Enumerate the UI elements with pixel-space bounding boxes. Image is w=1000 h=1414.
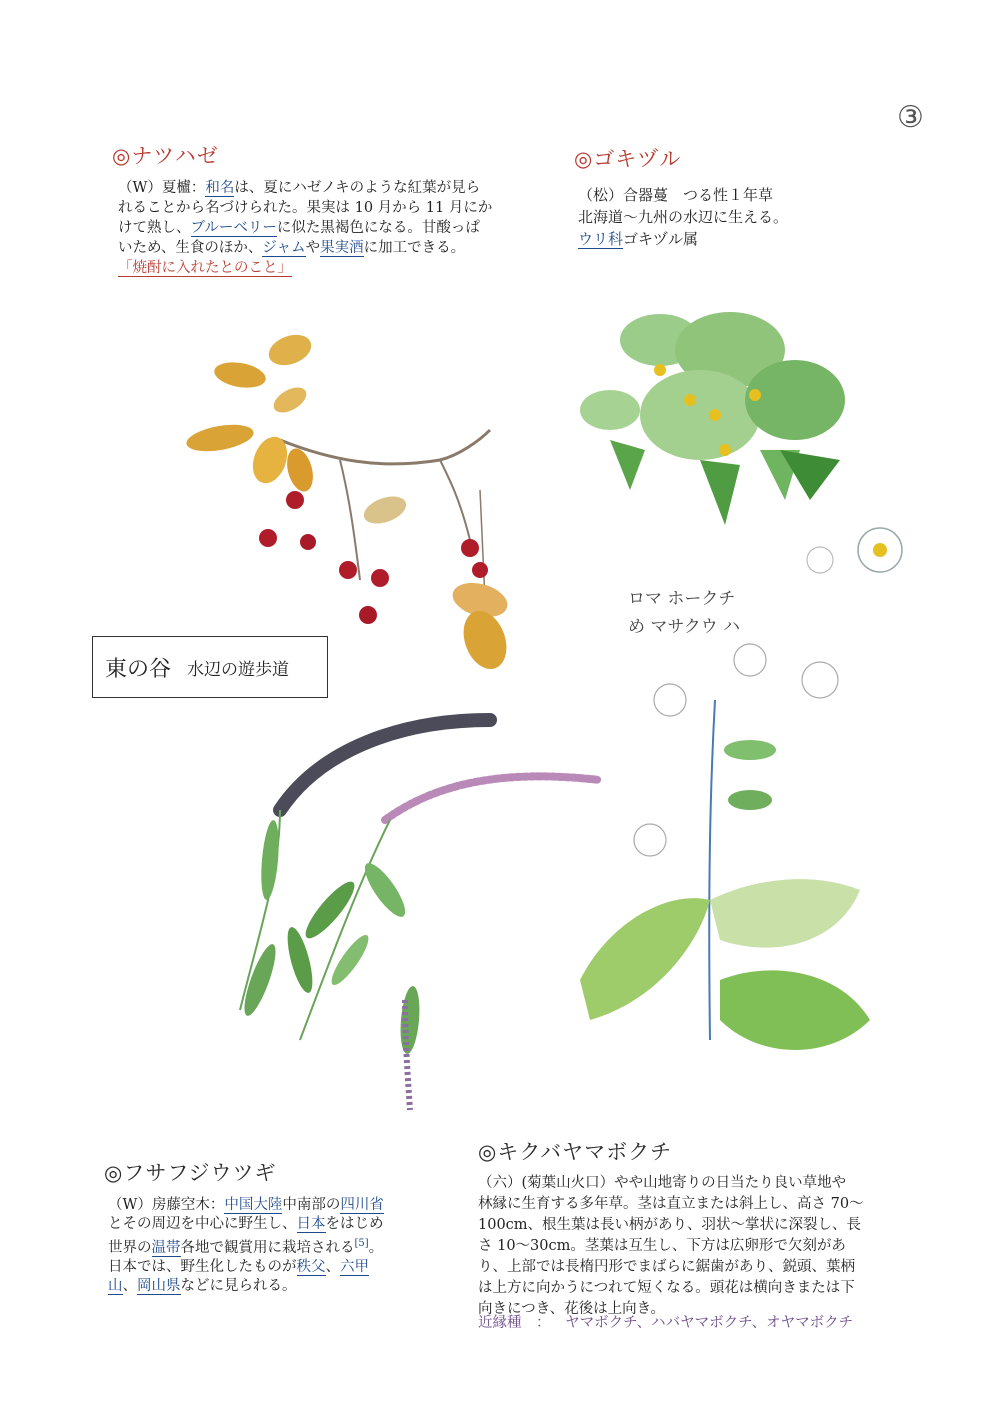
gokizuru-description: （松）合器蔓 つる性１年草 北海道～九州の水辺に生える。 ウリ科ゴキヅル属 — [578, 186, 789, 248]
sketch-label: ロマ ホークチ め マサクウ ハ — [628, 589, 741, 637]
link-ontai[interactable]: 温帯 — [151, 1239, 181, 1256]
kikubayamabokuchi-description: （六）(菊葉山火口）やや山地寄りの日当たり良い草地や 林縁に生育する多年草。茎は直立または斜上し、高さ 70～ 100cm、根生葉は長い柄があり、羽状～掌状に深裂し、長 さ 10～30cm。茎葉は互生し、下方は広卵形で欠刻があ り、上部では長楕円形でまばらに鋸歯があり、鋭頭、葉柄 は上方に向かうにつれて短くなる。頭花は横向きまたは下 向きにつき、花後は上向き。 — [478, 1175, 864, 1317]
related-list: ヤマボクチ、ハバヤマボクチ、オヤマボクチ — [565, 1315, 854, 1331]
related-species — [478, 1311, 853, 1332]
location-main: 東の谷 — [105, 656, 172, 682]
fusafujiutsugi-description: （W）房藤空木：中国大陸中南部の四川省 とその周辺を中心に野生し、日本をはじめ 世界の温帯各地で観賞用に栽培される[5]。 日本では、野生化したものが秩父、六甲 山、岡山県などに見られる。 — [108, 1197, 384, 1294]
link-japan[interactable]: 日本 — [296, 1216, 326, 1232]
link-blueberry[interactable]: ブルーベリー — [190, 220, 277, 236]
natsuhaze-description: （W）夏櫨：和名は、夏にハゼノキのような紅葉が見ら れることから名づけられた。果実は 10 月から 11 月にか けて熟し、ブルーベリーに似た黒褐色になる。甘酸っぱ いため、生食のほか、ジャムや果実酒に加工できる。 「焼酎に入れたとのこと」 — [118, 180, 493, 276]
link-urika[interactable]: ウリ科 — [578, 230, 624, 248]
natsuhaze-sketch — [180, 320, 520, 690]
gokizuru-title: ◎ゴキヅル — [574, 147, 682, 171]
gokizuru-sketch — [550, 300, 930, 620]
natsuhaze-title: ◎ナツハゼ — [112, 144, 219, 168]
footnote-ref[interactable]: [5] — [354, 1238, 369, 1249]
link-sichuan[interactable]: 四川省 — [340, 1197, 384, 1213]
link-jam[interactable]: ジャム — [262, 240, 306, 256]
link-china[interactable]: 中国大陸 — [224, 1197, 283, 1213]
kikubayamabokuchi-sketch — [550, 640, 880, 1110]
page-number-mark: ③ — [897, 100, 924, 135]
link-rokko-yama[interactable]: 山 — [108, 1277, 123, 1294]
natsuhaze-note: 「焼酎に入れたとのこと」 — [118, 260, 292, 276]
location-sub: 水辺の遊歩道 — [187, 659, 290, 680]
link-okayama[interactable]: 岡山県 — [137, 1277, 181, 1294]
kikubayamabokuchi-title: ◎キクバヤマボクチ — [478, 1140, 673, 1164]
link-kajitsushu[interactable]: 果実酒 — [320, 240, 364, 256]
link-rokko[interactable]: 六甲 — [340, 1258, 369, 1275]
link-wamei[interactable]: 和名 — [205, 180, 235, 196]
location-box — [92, 636, 328, 698]
fusafujiutsugi-title: ◎フサフジウツギ — [104, 1161, 277, 1185]
link-chichibu[interactable]: 秩父 — [296, 1258, 326, 1275]
related-label: 近縁種 ： — [478, 1315, 551, 1331]
